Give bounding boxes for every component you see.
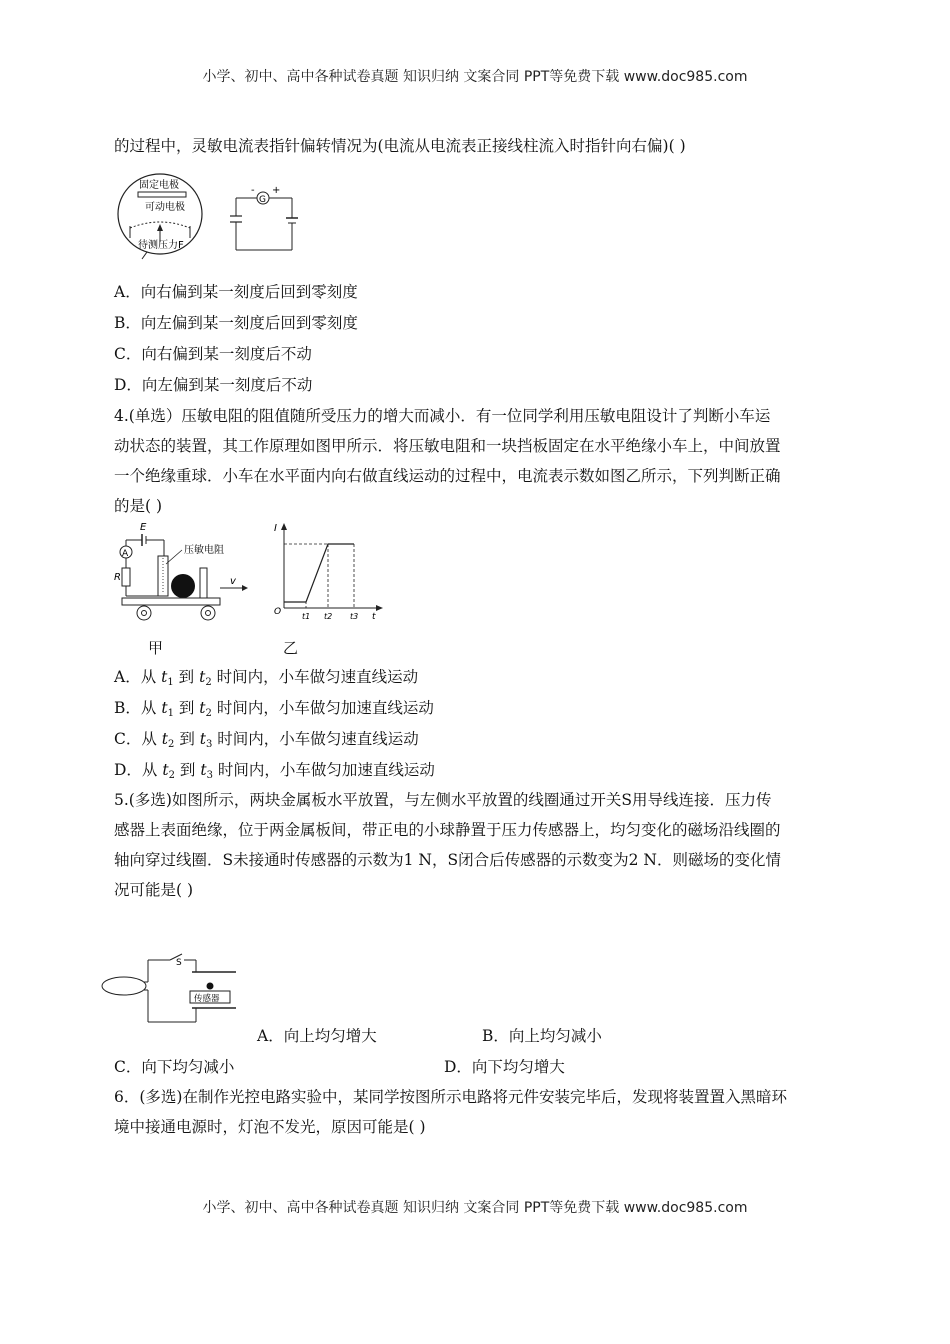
t2-label: t2 <box>324 612 333 621</box>
sensor-label: 传感器 <box>194 994 220 1004</box>
q5-option-d: D．向下均匀增大 <box>444 1058 565 1076</box>
q3-stem-tail: 的过程中，灵敏电流表指针偏转情况为(电流从电流表正接线柱流入时指针向右偏)( ) <box>114 137 686 155</box>
q5-line-2: 感器上表面绝缘，位于两金属板间，带正电的小球静置于压力传感器上，均匀变化的磁场沿线圈的 <box>114 821 781 839</box>
galv-minus: - <box>251 185 255 196</box>
q5-line-1: 5.(多选)如图所示，两块金属板水平放置，与左侧水平放置的线圈通过开关S用导线连接．压力传 <box>114 791 772 809</box>
emf-label: E <box>140 522 147 533</box>
q4-line-1: 4.(单选）压敏电阻的阻值随所受压力的增大而减小．有一位同学利用压敏电阻设计了判断小车运 <box>114 407 771 425</box>
q4-line-4: 的是( ) <box>114 497 163 515</box>
pressure-resistor-label: 压敏电阻 <box>184 545 224 556</box>
movable-electrode-label: 可动电极 <box>145 202 185 213</box>
galv-plus: + <box>272 185 281 196</box>
q3-option-b: B．向左偏到某一刻度后回到零刻度 <box>114 314 358 332</box>
force-label: 待测压力F <box>138 240 184 251</box>
q4-figure-jia <box>108 518 253 623</box>
q5-line-4: 况可能是( ) <box>114 881 194 899</box>
q3-option-d: D．向左偏到某一刻度后不动 <box>114 376 313 394</box>
q5-line-3: 轴向穿过线圈．S未接通时传感器的示数为1 N，S闭合后传感器的示数变为2 N．则磁场的变化情 <box>114 851 781 869</box>
caption-jia: 甲 <box>148 639 164 657</box>
velocity-label: v <box>230 576 236 587</box>
page-header: 小学、初中、高中各种试卷真题 知识归纳 文案合同 PPT等免费下载 www.doc985.com <box>202 69 748 85</box>
t3-label: t3 <box>350 612 359 621</box>
q4-option-a: A．从 $t_1$ 到 $t_2$ 时间内，小车做匀速直线运动 <box>114 668 419 688</box>
q3-option-a: A．向右偏到某一刻度后回到零刻度 <box>114 283 358 301</box>
q3-figure <box>112 168 312 260</box>
galvanometer-icon: G <box>259 195 266 205</box>
q4-option-c: C．从 $t_2$ 到 $t_3$ 时间内，小车做匀速直线运动 <box>114 730 419 750</box>
t1-label: t1 <box>302 612 311 621</box>
q3-option-c: C．向右偏到某一刻度后不动 <box>114 345 312 363</box>
caption-yi: 乙 <box>283 639 299 657</box>
q6-line-2: 境中接通电源时，灯泡不发光，原因可能是( ) <box>114 1118 426 1136</box>
origin-label: O <box>274 607 282 617</box>
q4-option-d: D．从 $t_2$ 到 $t_3$ 时间内，小车做匀加速直线运动 <box>114 761 435 781</box>
resistor-label: R <box>114 572 121 583</box>
q5-option-c: C．向下均匀减小 <box>114 1058 235 1076</box>
q5-option-b: B．向上均匀减小 <box>482 1027 602 1045</box>
q5-option-a: A．向上均匀增大 <box>257 1027 377 1045</box>
q4-line-3: 一个绝缘重球．小车在水平面内向右做直线运动的过程中，电流表示数如图乙所示，下列判断正确 <box>114 467 781 485</box>
q6-line-1: 6．(多选)在制作光控电路实验中，某同学按图所示电路将元件安装完毕后，发现将装置置入黑暗环 <box>114 1088 787 1106</box>
x-axis-label: t <box>372 612 376 622</box>
q5-figure <box>100 948 250 1030</box>
q4-option-b: B．从 $t_1$ 到 $t_2$ 时间内，小车做匀加速直线运动 <box>114 699 434 719</box>
page-footer: 小学、初中、高中各种试卷真题 知识归纳 文案合同 PPT等免费下载 www.doc985.com <box>202 1200 748 1216</box>
switch-s-label: S <box>176 958 182 968</box>
y-axis-label: I <box>274 523 277 534</box>
q4-figure-yi <box>268 518 388 623</box>
q4-line-2: 动状态的装置，其工作原理如图甲所示．将压敏电阻和一块挡板固定在水平绝缘小车上，中间放置 <box>114 437 781 455</box>
fixed-electrode-label: 固定电极 <box>139 180 179 191</box>
ammeter-icon: A <box>122 549 129 559</box>
